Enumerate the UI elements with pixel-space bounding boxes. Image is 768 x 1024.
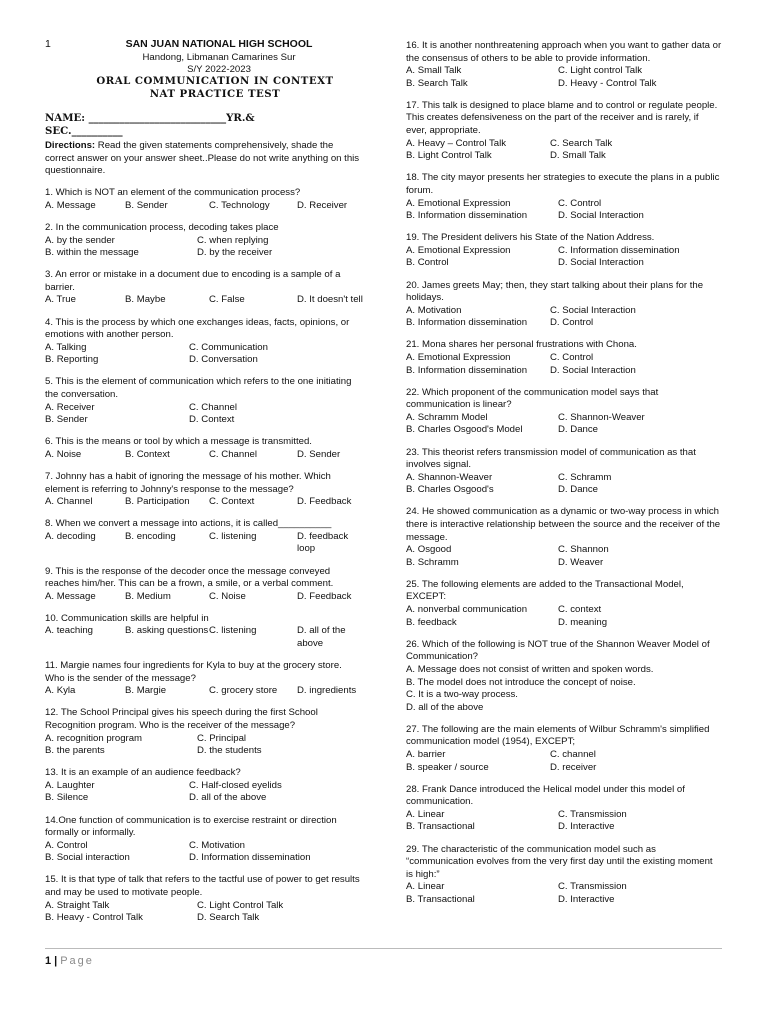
question-stem: 11. Margie names four ingredients for Kyla to buy at the grocery store. Who is the sender of the message? bbox=[45, 660, 342, 684]
school-address: Handong, Libmanan Camarines Sur bbox=[142, 52, 296, 63]
answer-option: C. Communication bbox=[189, 341, 268, 353]
answer-option: B. Charles Osgood's bbox=[406, 484, 494, 496]
question-item bbox=[45, 317, 363, 367]
answer-option: A. by the sender bbox=[45, 234, 115, 246]
test-title: ORAL COMMUNICATION IN CONTEXT bbox=[96, 75, 334, 87]
question-item bbox=[45, 518, 363, 556]
answer-option: C. listening bbox=[209, 530, 257, 542]
answer-option: D. Conversation bbox=[189, 354, 258, 366]
answer-option: B. The model does not introduce the concept of noise. bbox=[406, 676, 636, 688]
answer-option: B. feedback bbox=[406, 616, 457, 628]
answer-option: A. Message does not consist of written and spoken words. bbox=[406, 663, 654, 675]
test-subtitle: NAT PRACTICE TEST bbox=[149, 88, 281, 100]
question-item bbox=[45, 376, 363, 426]
answer-options bbox=[45, 840, 363, 865]
question-item bbox=[406, 339, 722, 377]
answer-option: D. Control bbox=[550, 317, 594, 329]
answer-option: B. Control bbox=[406, 257, 449, 269]
answer-option: D. feedback loop bbox=[297, 530, 349, 555]
answer-option: A. Emotional Expression bbox=[406, 197, 511, 209]
answer-option: C. Light control Talk bbox=[558, 65, 643, 77]
question-item bbox=[45, 187, 363, 212]
answer-option: A. Schramm Model bbox=[406, 411, 488, 423]
answer-option: C. Schramm bbox=[558, 471, 612, 483]
answer-option: A. Talking bbox=[45, 341, 87, 353]
answer-option: D. the students bbox=[197, 745, 262, 757]
answer-options bbox=[45, 733, 363, 758]
answer-option: C. Social Interaction bbox=[550, 304, 636, 316]
answer-option: C. Shannon bbox=[558, 544, 609, 556]
answer-option: A. Receiver bbox=[45, 401, 95, 413]
answer-option: D. Receiver bbox=[297, 199, 348, 211]
question-stem: 13. It is an example of an audience feedback? bbox=[45, 767, 241, 779]
answer-option: D. Interactive bbox=[558, 893, 615, 905]
answer-option: B. Light Control Talk bbox=[406, 150, 492, 162]
answer-option: C. Principal bbox=[197, 732, 247, 744]
answer-option: C. Search Talk bbox=[550, 137, 613, 149]
question-item bbox=[45, 767, 363, 805]
answer-option: C. Half-closed eyelids bbox=[189, 779, 282, 791]
question-item bbox=[406, 724, 722, 774]
answer-option: A. decoding bbox=[45, 530, 96, 542]
question-item bbox=[406, 232, 722, 270]
question-item bbox=[406, 100, 722, 163]
question-stem: 22. Which proponent of the communication model says that communication is linear? bbox=[406, 386, 659, 411]
question-stem: 4. This is the process by which one exchanges ideas, facts, opinions, or emotions with another person. bbox=[45, 316, 350, 341]
answer-options bbox=[406, 412, 722, 437]
question-stem: 17. This talk is designed to place blame and to control or regulate people. This creates defensiveness on the part of the receiver and is rarely, if ever, appropriate. bbox=[406, 99, 718, 137]
section-field-label: SEC.__________ bbox=[45, 125, 123, 137]
answer-options bbox=[45, 200, 363, 213]
question-stem: 16. It is another nonthreatening approach when you want to gather data or the consensus of others to be able to provide information. bbox=[406, 40, 722, 64]
answer-option: D. Small Talk bbox=[550, 150, 606, 162]
answer-option: D. Sender bbox=[297, 448, 341, 460]
question-item bbox=[406, 844, 722, 907]
answer-option: A. Control bbox=[45, 839, 88, 851]
answer-option: B. Transactional bbox=[406, 893, 475, 905]
answer-option: C. False bbox=[209, 294, 245, 306]
answer-option: A. Straight Talk bbox=[45, 899, 110, 911]
answer-options bbox=[45, 780, 363, 805]
answer-options bbox=[45, 900, 363, 925]
answer-option: C. Transmission bbox=[558, 808, 627, 820]
answer-option: D. Search Talk bbox=[197, 912, 260, 924]
answer-option: D. Feedback bbox=[297, 590, 352, 602]
question-stem: 2. In the communication process, decoding takes place bbox=[45, 221, 279, 233]
question-stem: 28. Frank Dance introduced the Helical model under this model of communication. bbox=[406, 783, 685, 808]
question-stem: 5. This is the element of communication which refers to the one initiating the conversation. bbox=[45, 376, 352, 400]
answer-option: A. Emotional Expression bbox=[406, 244, 511, 256]
answer-option: C. Channel bbox=[189, 401, 237, 413]
question-stem: 9. This is the response of the decoder once the message conveyed reaches him/her. This can be a frown, a smile, or a verbal comment. bbox=[45, 565, 334, 590]
answer-option: B. Schramm bbox=[406, 556, 459, 568]
question-stem: 23. This theorist refers transmission model of communication as that involves signal. bbox=[406, 446, 696, 471]
question-stem: 3. An error or mistake in a document due to encoding is a sample of a barrier. bbox=[45, 269, 341, 293]
question-stem: 25. The following elements are added to the Transactional Model, EXCEPT: bbox=[406, 578, 684, 603]
answer-option: B. speaker / source bbox=[406, 761, 489, 773]
question-stem: 24. He showed communication as a dynamic or two-way process in which there is interactive relationship between the source and the receiver of the message. bbox=[406, 506, 721, 543]
directions-text: Read the given statements comprehensively, shade the correct answer on your answer sheet..Please do not write anything on this questionnaire. bbox=[45, 140, 360, 177]
answer-options bbox=[45, 531, 363, 556]
footer-page-number: 1 bbox=[45, 955, 52, 967]
answer-option: B. Transactional bbox=[406, 821, 475, 833]
answer-option: C. Control bbox=[550, 351, 594, 363]
answer-option: C. Transmission bbox=[558, 881, 627, 893]
question-item bbox=[406, 280, 722, 330]
answer-option: B. Margie bbox=[125, 685, 167, 697]
answer-option: B. within the message bbox=[45, 247, 139, 259]
question-stem: 8. When we convert a message into actions, it is called__________ bbox=[45, 518, 332, 530]
answer-options bbox=[45, 496, 363, 509]
question-stem: 20. James greets May; then, they start talking about their plans for the holidays. bbox=[406, 279, 704, 304]
answer-option: C. Noise bbox=[209, 590, 246, 602]
question-item bbox=[406, 387, 722, 437]
answer-option: A. Small Talk bbox=[406, 65, 462, 77]
answer-option: A. Channel bbox=[45, 496, 93, 508]
answer-option: A. Message bbox=[45, 199, 96, 211]
answer-option: B. Context bbox=[125, 448, 170, 460]
answer-option: D. Social Interaction bbox=[550, 364, 636, 376]
answer-options bbox=[406, 809, 722, 834]
answer-options bbox=[406, 664, 722, 714]
page-number: 1 bbox=[45, 38, 51, 50]
question-stem: 29. The characteristic of the communication model such as “communication evolves from the very first day until the existing moment is high:” bbox=[406, 843, 713, 880]
answer-option: B. Sender bbox=[125, 199, 168, 211]
answer-option: D. by the receiver bbox=[197, 247, 273, 259]
footer-page-word: Page bbox=[60, 955, 94, 967]
answer-options bbox=[406, 65, 722, 90]
question-stem: 1. Which is NOT an element of the communication process? bbox=[45, 187, 301, 199]
answer-option: D. meaning bbox=[558, 616, 608, 628]
question-item bbox=[45, 566, 363, 604]
answer-options bbox=[45, 402, 363, 427]
answer-option: A. Linear bbox=[406, 808, 445, 820]
question-stem: 26. Which of the following is NOT true of the Shannon Weaver Model of Communication? bbox=[406, 638, 710, 663]
name-field-label: NAME: ___________________________YR.& bbox=[45, 112, 255, 124]
answer-option: B. Information dissemination bbox=[406, 317, 528, 329]
question-stem: 15. It is that type of talk that refers to the tactful use of power to get results and may be used to motivate people. bbox=[45, 874, 360, 898]
question-item bbox=[45, 874, 363, 924]
question-item bbox=[45, 471, 363, 509]
answer-options bbox=[406, 245, 722, 270]
answer-option: C. Shannon-Weaver bbox=[558, 411, 645, 423]
question-item bbox=[45, 269, 363, 307]
answer-option: C. Motivation bbox=[189, 839, 245, 851]
answer-option: D. Social Interaction bbox=[558, 257, 644, 269]
answer-option: D. Weaver bbox=[558, 556, 604, 568]
question-item bbox=[406, 579, 722, 629]
answer-option: C. Context bbox=[209, 496, 255, 508]
answer-option: B. Reporting bbox=[45, 354, 99, 366]
question-stem: 6. This is the means or tool by which a message is transmitted. bbox=[45, 436, 312, 448]
answer-option: B. Information dissemination bbox=[406, 210, 528, 222]
answer-option: A. barrier bbox=[406, 749, 446, 760]
answer-option: A. Osgood bbox=[406, 544, 452, 556]
answer-options bbox=[406, 305, 722, 330]
page-footer bbox=[45, 948, 722, 967]
right-question-list bbox=[406, 40, 722, 907]
answer-option: D. receiver bbox=[550, 761, 597, 773]
question-stem: 14.One function of communication is to exercise restraint or direction formally or informally. bbox=[45, 814, 337, 839]
answer-option: C. Information dissemination bbox=[558, 244, 680, 256]
answer-option: B. Silence bbox=[45, 792, 89, 804]
document-header bbox=[45, 38, 363, 137]
answer-options bbox=[406, 544, 722, 569]
school-year: S/Y 2022-2023 bbox=[187, 64, 251, 75]
right-column bbox=[406, 40, 722, 907]
answer-option: A. True bbox=[45, 294, 76, 306]
answer-option: D. Social Interaction bbox=[558, 210, 644, 222]
answer-option: B. encoding bbox=[125, 530, 176, 542]
answer-option: B. Search Talk bbox=[406, 77, 468, 89]
answer-option: A. Emotional Expression bbox=[406, 351, 511, 363]
answer-option: A. Noise bbox=[45, 448, 82, 460]
answer-options bbox=[45, 342, 363, 367]
answer-option: D. Dance bbox=[558, 484, 598, 496]
question-stem: 7. Johnny has a habit of ignoring the message of his mother. Which element is referring to Johnny's response to the message? bbox=[45, 470, 331, 495]
answer-option: A. Linear bbox=[406, 881, 445, 893]
footer-separator: | bbox=[54, 955, 58, 967]
answer-option: D. all of the above bbox=[189, 792, 267, 804]
answer-option: D. all of the above bbox=[406, 701, 484, 713]
left-question-list bbox=[45, 187, 363, 925]
question-item bbox=[45, 613, 363, 651]
answer-options bbox=[406, 749, 722, 774]
answer-option: C. channel bbox=[550, 749, 596, 760]
answer-option: A. nonverbal communication bbox=[406, 604, 528, 616]
question-stem: 18. The city mayor presents her strategies to execute the plans in a public forum. bbox=[406, 172, 720, 196]
answer-options bbox=[45, 591, 363, 604]
question-item bbox=[45, 660, 363, 698]
answer-options bbox=[45, 294, 363, 307]
question-stem: 21. Mona shares her personal frustrations with Chona. bbox=[406, 339, 637, 351]
answer-options bbox=[406, 881, 722, 906]
question-item bbox=[406, 172, 722, 222]
answer-option: D. Dance bbox=[558, 424, 598, 436]
answer-option: C. Control bbox=[558, 197, 602, 209]
answer-options bbox=[45, 685, 363, 698]
answer-option: D. ingredients bbox=[297, 685, 357, 697]
answer-option: B. Maybe bbox=[125, 294, 166, 306]
answer-options bbox=[45, 625, 363, 650]
answer-option: C. Technology bbox=[209, 199, 270, 211]
question-stem: 19. The President delivers his State of the Nation Address. bbox=[406, 232, 655, 244]
answer-option: D. Information dissemination bbox=[189, 852, 311, 864]
question-item bbox=[406, 784, 722, 834]
answer-option: B. Charles Osgood's Model bbox=[406, 424, 523, 436]
answer-options bbox=[45, 235, 363, 260]
question-item bbox=[45, 707, 363, 757]
directions-label: Directions: bbox=[45, 140, 96, 151]
answer-option: A. Heavy – Control Talk bbox=[406, 137, 507, 149]
answer-option: D. Heavy - Control Talk bbox=[558, 77, 657, 89]
answer-option: A. Shannon-Weaver bbox=[406, 471, 493, 483]
answer-option: C. when replying bbox=[197, 234, 269, 246]
answer-option: B. Participation bbox=[125, 496, 190, 508]
answer-option: C. listening bbox=[209, 625, 257, 637]
question-stem: 10. Communication skills are helpful in bbox=[45, 612, 209, 624]
question-item bbox=[406, 506, 722, 569]
school-name: SAN JUAN NATIONAL HIGH SCHOOL bbox=[125, 38, 313, 50]
answer-option: C. context bbox=[558, 604, 602, 616]
question-item bbox=[406, 639, 722, 715]
question-item bbox=[45, 815, 363, 865]
question-item bbox=[406, 447, 722, 497]
answer-option: D. Context bbox=[189, 414, 235, 426]
answer-option: C. Light Control Talk bbox=[197, 899, 284, 911]
question-item bbox=[45, 222, 363, 260]
question-stem: 12. The School Principal gives his speech during the first School Recognition program. Who is the receiver of the message? bbox=[45, 707, 318, 731]
answer-option: C. Channel bbox=[209, 448, 257, 460]
answer-option: A. teaching bbox=[45, 625, 94, 637]
answer-option: B. the parents bbox=[45, 745, 105, 757]
left-column bbox=[45, 38, 363, 925]
answer-option: A. Motivation bbox=[406, 304, 462, 316]
question-item bbox=[406, 40, 722, 90]
answer-option: A. Laughter bbox=[45, 779, 95, 791]
answer-option: B. Medium bbox=[125, 590, 171, 602]
question-stem: 27. The following are the main elements of Wilbur Schramm's simplified communication model (1954), EXCEPT; bbox=[406, 723, 710, 748]
answer-option: B. Information dissemination bbox=[406, 364, 528, 376]
answer-options bbox=[45, 449, 363, 462]
answer-options bbox=[406, 472, 722, 497]
answer-options bbox=[406, 352, 722, 377]
answer-option: B. asking questions bbox=[125, 625, 209, 637]
answer-options bbox=[406, 198, 722, 223]
question-item bbox=[45, 436, 363, 461]
answer-option: A. Message bbox=[45, 590, 96, 602]
answer-option: A. recognition program bbox=[45, 732, 143, 744]
answer-option: D. It doesn't tell bbox=[297, 294, 363, 306]
answer-option: B. Sender bbox=[45, 414, 88, 426]
answer-option: B. Heavy - Control Talk bbox=[45, 912, 143, 924]
answer-options bbox=[406, 604, 722, 629]
answer-option: C. grocery store bbox=[209, 685, 278, 697]
answer-option: C. It is a two-way process. bbox=[406, 689, 518, 701]
directions bbox=[45, 140, 363, 178]
answer-option: D. Interactive bbox=[558, 821, 615, 833]
answer-option: D. Feedback bbox=[297, 496, 352, 508]
answer-option: B. Social interaction bbox=[45, 852, 130, 864]
answer-option: D. all of the above bbox=[297, 625, 346, 649]
answer-option: A. Kyla bbox=[45, 685, 76, 697]
answer-options bbox=[406, 138, 722, 163]
